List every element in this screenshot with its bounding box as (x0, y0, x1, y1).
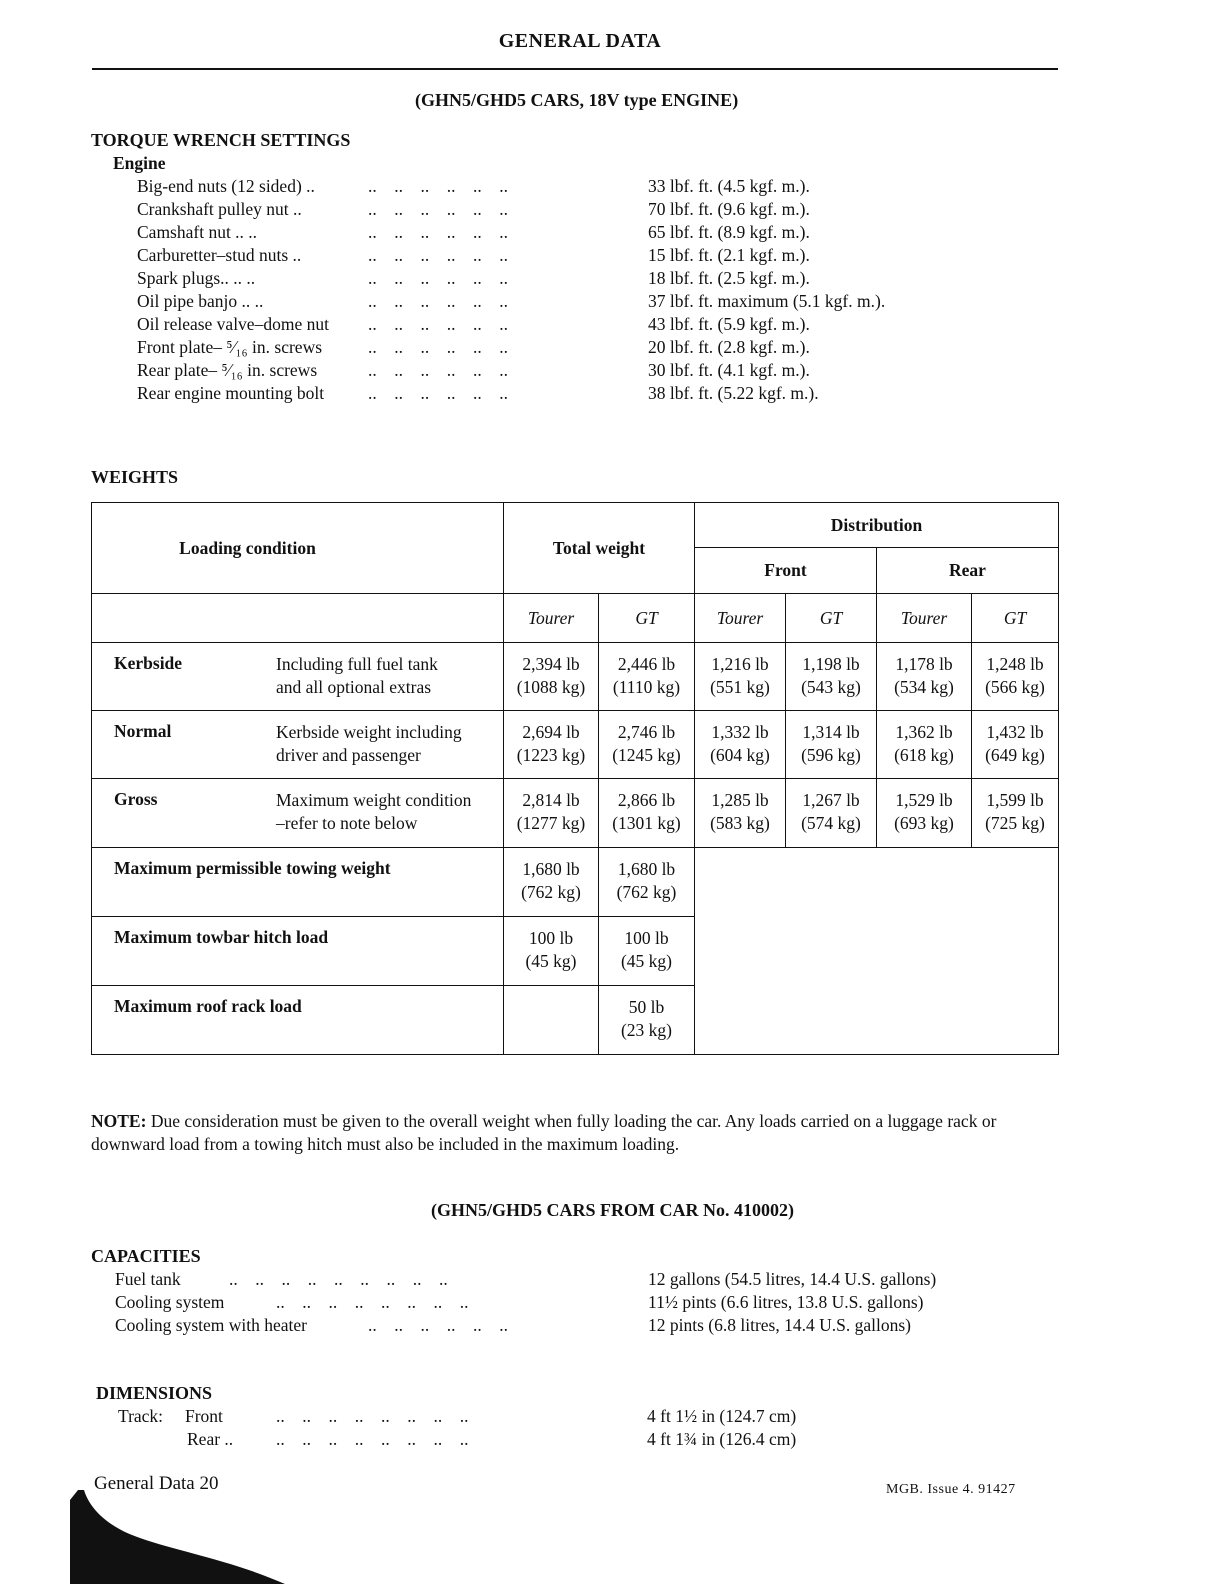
dimension-label: Rear .. (187, 1429, 234, 1449)
col-subheader-blank (92, 594, 504, 643)
weight-lb: 1,216 lb (711, 654, 769, 674)
col-total-gt: GT (599, 594, 695, 643)
weight-kg: (583 kg) (710, 813, 770, 833)
weight-cell (599, 779, 695, 848)
scan-blot (70, 1490, 290, 1584)
dimension-leader: .. .. .. .. .. .. .. .. (276, 1406, 469, 1426)
torque-item-label: Big-end nuts (12 sided) .. (137, 176, 315, 196)
loading-condition (92, 779, 503, 835)
weight-kg: (1277 kg) (516, 813, 586, 833)
weights-extra-row (92, 848, 1059, 917)
col-distribution: Distribution (695, 503, 1059, 548)
torque-item-value: 43 lbf. ft. (5.9 kgf. m.). (648, 314, 810, 334)
limit-kg: (23 kg) (620, 1020, 673, 1040)
loading-condition (92, 643, 503, 699)
weight-kg: (551 kg) (710, 677, 770, 697)
condition-desc-line: –refer to note below (276, 813, 418, 833)
note-text: Due consideration must be given to the overall weight when fully loading the car. Any loads carried on a luggage rack or downward load from a towing hitch must also be included in the maximum loading. (91, 1111, 997, 1154)
weight-lb: 1,178 lb (895, 654, 953, 674)
weight-cell (599, 711, 695, 779)
torque-item-label: Rear engine mounting bolt (137, 383, 325, 403)
weight-kg: (725 kg) (985, 813, 1045, 833)
weights-row (92, 711, 1059, 779)
condition-name: Normal (114, 721, 172, 741)
weight-cell (504, 643, 599, 711)
weights-row (92, 643, 1059, 711)
capacity-leader: .. .. .. .. .. .. .. .. .. (229, 1269, 448, 1289)
weight-kg: (1223 kg) (516, 745, 586, 765)
loading-condition-cell (92, 711, 504, 779)
limit-name-cell (92, 848, 504, 917)
col-front-gt: GT (786, 594, 877, 643)
limit-kg: (762 kg) (521, 882, 581, 902)
page-title: GENERAL DATA (498, 30, 662, 52)
capacity-leader: .. .. .. .. .. .. .. .. (276, 1292, 469, 1312)
torque-heading: TORQUE WRENCH SETTINGS (91, 130, 351, 150)
limit-cell (504, 848, 599, 917)
limit-name-cell (92, 917, 504, 986)
weight-lb: 2,814 lb (522, 790, 580, 810)
footer-issue: MGB. Issue 4. 91427 (886, 1482, 1016, 1497)
capacities-heading: CAPACITIES (91, 1246, 201, 1266)
torque-item-value: 37 lbf. ft. maximum (5.1 kgf. m.). (648, 291, 886, 311)
weight-kg: (1110 kg) (612, 677, 681, 697)
torque-item-leader: .. .. .. .. .. .. (368, 383, 508, 403)
limit-name: Maximum permissible towing weight (114, 858, 391, 878)
col-rear-gt: GT (972, 594, 1059, 643)
limit-kg: (45 kg) (525, 951, 577, 971)
weight-kg: (1088 kg) (516, 677, 586, 697)
weight-kg: (596 kg) (801, 745, 861, 765)
limit-name: Maximum towbar hitch load (114, 927, 329, 947)
weight-kg: (1301 kg) (612, 813, 681, 833)
torque-item-label: Rear plate– ⁵⁄₁₆ in. screws (137, 360, 318, 380)
weight-kg: (693 kg) (894, 813, 954, 833)
weight-kg: (574 kg) (801, 813, 861, 833)
col-front: Front (695, 548, 877, 594)
weight-kg: (604 kg) (710, 745, 770, 765)
weight-lb: 1,314 lb (802, 722, 860, 742)
dimension-leader: .. .. .. .. .. .. .. .. (276, 1429, 469, 1449)
weight-lb: 1,362 lb (895, 722, 953, 742)
weight-cell (972, 711, 1059, 779)
engine-group-label: Engine (113, 153, 166, 173)
torque-item-leader: .. .. .. .. .. .. (368, 222, 508, 242)
limit-lb: 50 lb (628, 997, 665, 1017)
col-total-weight: Total weight (504, 503, 695, 594)
weight-cell (695, 711, 786, 779)
weight-kg: (566 kg) (985, 677, 1045, 697)
track-label: Track: (118, 1406, 164, 1426)
weight-lb: 1,332 lb (711, 722, 769, 742)
capacity-value: 11½ pints (6.6 litres, 13.8 U.S. gallons) (648, 1292, 924, 1312)
weight-kg: (1245 kg) (612, 745, 681, 765)
note-label: NOTE: (91, 1111, 147, 1131)
torque-item-value: 38 lbf. ft. (5.22 kgf. m.). (648, 383, 819, 403)
limit-lb: 100 lb (624, 928, 669, 948)
col-loading-condition: Loading condition (92, 503, 504, 594)
blank-distribution-area (695, 848, 1059, 1055)
torque-item-label: Oil pipe banjo .. .. (137, 291, 264, 311)
condition-desc-line: Including full fuel tank (276, 654, 438, 674)
capacity-value: 12 gallons (54.5 litres, 14.4 U.S. gallons) (648, 1269, 937, 1289)
torque-item-value: 65 lbf. ft. (8.9 kgf. m.). (648, 222, 810, 242)
weight-lb: 2,394 lb (522, 654, 580, 674)
weight-cell (972, 643, 1059, 711)
condition-desc (276, 721, 462, 767)
weight-cell (786, 779, 877, 848)
limit-cell (599, 848, 695, 917)
torque-item-label: Oil release valve–dome nut (137, 314, 329, 334)
loading-condition-cell (92, 643, 504, 711)
limit-cell (599, 986, 695, 1055)
section1-subtitle: (GHN5/GHD5 CARS, 18V type ENGINE) (415, 90, 739, 110)
torque-item-leader: .. .. .. .. .. .. (368, 268, 508, 288)
weight-cell (504, 711, 599, 779)
limit-lb: 1,680 lb (617, 859, 676, 879)
limit-cell (504, 986, 599, 1055)
weight-lb: 1,248 lb (986, 654, 1044, 674)
capacity-label: Cooling system with heater (115, 1315, 307, 1335)
weights-table (91, 502, 1059, 1055)
torque-item-leader: .. .. .. .. .. .. (368, 314, 508, 334)
dimension-label: Front (185, 1406, 223, 1426)
torque-item-leader: .. .. .. .. .. .. (368, 360, 508, 380)
weight-cell (972, 779, 1059, 848)
capacity-label: Cooling system (115, 1292, 225, 1312)
limit-name-cell (92, 986, 504, 1055)
weight-lb: 1,267 lb (802, 790, 860, 810)
weight-cell (877, 711, 972, 779)
condition-desc-line: driver and passenger (276, 745, 421, 765)
torque-item-value: 33 lbf. ft. (4.5 kgf. m.). (648, 176, 810, 196)
col-front-tourer: Tourer (695, 594, 786, 643)
weight-cell (786, 711, 877, 779)
torque-item-label: Front plate– ⁵⁄₁₆ in. screws (137, 337, 323, 357)
torque-item-leader: .. .. .. .. .. .. (368, 199, 508, 219)
weight-kg: (543 kg) (801, 677, 861, 697)
weight-cell (695, 779, 786, 848)
torque-item-value: 18 lbf. ft. (2.5 kgf. m.). (648, 268, 810, 288)
weight-cell (877, 643, 972, 711)
torque-item-label: Carburetter–stud nuts .. (137, 245, 302, 265)
limit-name: Maximum roof rack load (114, 996, 302, 1016)
title-rule (92, 68, 1058, 70)
footer-page-label: General Data 20 (94, 1473, 219, 1494)
col-total-tourer: Tourer (504, 594, 599, 643)
torque-item-label: Spark plugs.. .. .. (137, 268, 256, 288)
col-rear: Rear (877, 548, 1059, 594)
condition-desc-line: and all optional extras (276, 677, 432, 697)
section2-subtitle: (GHN5/GHD5 CARS FROM CAR No. 410002) (431, 1200, 794, 1220)
torque-item-leader: .. .. .. .. .. .. (368, 291, 508, 311)
weight-lb: 1,285 lb (711, 790, 769, 810)
weight-lb: 1,529 lb (895, 790, 953, 810)
torque-item-value: 15 lbf. ft. (2.1 kgf. m.). (648, 245, 810, 265)
weights-row (92, 779, 1059, 848)
weight-cell (695, 643, 786, 711)
weight-lb: 1,432 lb (986, 722, 1044, 742)
weight-lb: 2,694 lb (522, 722, 580, 742)
limit-lb: 1,680 lb (522, 859, 580, 879)
limit-kg: (762 kg) (616, 882, 677, 902)
loading-condition-cell (92, 779, 504, 848)
weight-lb: 2,446 lb (617, 654, 676, 674)
dimensions-heading: DIMENSIONS (96, 1383, 213, 1403)
limit-kg: (45 kg) (620, 951, 673, 971)
condition-desc-line: Kerbside weight including (276, 722, 462, 742)
weight-lb: 1,599 lb (986, 790, 1044, 810)
torque-item-leader: .. .. .. .. .. .. (368, 337, 508, 357)
weight-lb: 2,866 lb (617, 790, 676, 810)
torque-item-label: Camshaft nut .. .. (137, 222, 258, 242)
note-paragraph (91, 1110, 1066, 1156)
dimension-value: 4 ft 1¾ in (126.4 cm) (647, 1429, 797, 1449)
capacity-leader: .. .. .. .. .. .. (368, 1315, 508, 1335)
loading-condition (92, 711, 503, 767)
limit-cell (504, 917, 599, 986)
limit-lb: 100 lb (528, 928, 574, 948)
condition-desc (276, 789, 471, 835)
weight-lb: 2,746 lb (617, 722, 676, 742)
weight-lb: 1,198 lb (802, 654, 860, 674)
weight-cell (504, 779, 599, 848)
condition-name: Gross (114, 789, 158, 809)
dimension-value: 4 ft 1½ in (124.7 cm) (647, 1406, 797, 1426)
torque-item-value: 70 lbf. ft. (9.6 kgf. m.). (648, 199, 810, 219)
weight-cell (786, 643, 877, 711)
condition-name: Kerbside (114, 653, 183, 673)
torque-item-value: 30 lbf. ft. (4.1 kgf. m.). (648, 360, 810, 380)
torque-item-leader: .. .. .. .. .. .. (368, 245, 508, 265)
limit-cell (599, 917, 695, 986)
col-rear-tourer: Tourer (877, 594, 972, 643)
condition-desc (276, 653, 438, 699)
weights-heading: WEIGHTS (91, 467, 179, 487)
torque-item-value: 20 lbf. ft. (2.8 kgf. m.). (648, 337, 810, 357)
weight-kg: (534 kg) (894, 677, 954, 697)
weight-cell (599, 643, 695, 711)
capacity-label: Fuel tank (115, 1269, 181, 1289)
weight-cell (877, 779, 972, 848)
condition-desc-line: Maximum weight condition (276, 790, 472, 810)
torque-item-label: Crankshaft pulley nut .. (137, 199, 302, 219)
weight-kg: (618 kg) (894, 745, 954, 765)
capacity-value: 12 pints (6.8 litres, 14.4 U.S. gallons) (648, 1315, 911, 1335)
weight-kg: (649 kg) (985, 745, 1045, 765)
torque-item-leader: .. .. .. .. .. .. (368, 176, 508, 196)
